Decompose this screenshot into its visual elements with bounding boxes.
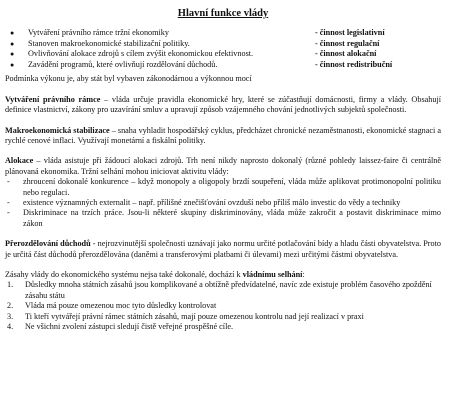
function-text: Zavádění programů, které ovlivňují rozdělování důchodů. bbox=[28, 59, 218, 69]
section-text: Zásahy vlády do ekonomického systému nejsa také dokonalé, dochází k bbox=[5, 270, 243, 280]
list-item bbox=[5, 49, 441, 60]
list-item bbox=[5, 39, 441, 50]
function-text: Ovlivňování alokace zdrojů s cílem zvýšit ekonomickou efektivnost. bbox=[28, 49, 254, 59]
list-item bbox=[5, 28, 441, 39]
section-text: : bbox=[302, 270, 305, 280]
failure-list bbox=[5, 280, 441, 332]
list-item-text: existence významných externalit – např. přílišné znečišťování ovzduší nebo příliš málo investic do vědy a techniky bbox=[23, 198, 401, 208]
list-item bbox=[5, 312, 441, 322]
function-tag: - činnost alokační bbox=[315, 49, 377, 59]
section-heading: Vytváření právního rámce bbox=[5, 94, 101, 104]
allocation-list bbox=[5, 177, 441, 229]
list-item bbox=[5, 301, 441, 311]
list-item bbox=[5, 322, 441, 332]
list-number: 3. bbox=[7, 311, 14, 321]
bullet-icon: ● bbox=[10, 60, 15, 69]
page-title: Hlavní funkce vlády bbox=[177, 8, 269, 19]
section-heading: Alokace bbox=[5, 156, 34, 166]
section-heading: Makroekonomická stabilizace bbox=[5, 125, 110, 135]
list-number: 1. bbox=[7, 280, 14, 290]
section-stabilization bbox=[5, 126, 441, 147]
intro-paragraph: Podmínka výkonu je, aby stát byl vybaven zákonodárnou a výkonnou mocí bbox=[5, 74, 252, 84]
list-item-text: Ti kteří vytvářejí právní rámec státních zásahů, mají pouze omezenou kontrolu nad její realizací v praxi bbox=[25, 311, 364, 321]
dash-icon: - bbox=[7, 198, 10, 208]
list-item bbox=[5, 198, 441, 208]
bullet-icon: ● bbox=[10, 39, 15, 48]
dash-icon: - bbox=[7, 177, 10, 187]
list-item-text: zhroucení dokonalé konkurence – když monopoly a oligopoly brzdí soupeření, vláda může aplikovat protimonopolní politiku nebo regulaci. bbox=[23, 177, 441, 197]
list-number: 4. bbox=[7, 322, 14, 332]
section-legal-framework bbox=[5, 95, 441, 116]
section-government-failure bbox=[5, 270, 441, 280]
section-heading: vládnímu selhání bbox=[242, 270, 303, 280]
section-allocation bbox=[5, 156, 441, 177]
function-tag: - činnost regulační bbox=[315, 38, 380, 48]
section-text: – vláda určuje pravidla ekonomické hry, které se zúčastňují domácnosti, firmy a vlády. Obsahují definice vlastnictví, zákony pro uzavírání smluv a upravují způsob vzájemného chování jednotlivých subjektů společnosti. bbox=[5, 94, 441, 115]
function-tag: - činnost redistribuční bbox=[315, 59, 393, 69]
functions-list bbox=[5, 28, 441, 70]
section-text: – vláda asistuje při žádoucí alokaci zdrojů. Trh není nikdy naprosto dokonalý (různé pohledy laissez-faire či centrálně plánovaná ekonomika. Tržní selhání mohou iniciovat aktivitu vlády: bbox=[5, 156, 441, 176]
section-text: - nejrozvinutější společnosti uznávají jako normu určité potlačování bídy a hladu části obyvatelstva. Proto je určitá část důchodů přerozdělována (daněmi a transferovými platbami či úlevami) mezi určitými částmi obyvatelstva. bbox=[5, 239, 441, 259]
section-text: – snaha vyhladit hospodářský cyklus, předcházet chronické nezaměstnanosti, ekonomické stagnaci a rychlé cenové inflaci. Využívají monetární a fiskální politiky. bbox=[5, 125, 442, 145]
bullet-icon: ● bbox=[10, 50, 15, 59]
list-item-text: Důsledky mnoha státních zásahů jsou komplikované a obtížně předvídatelné, navíc zde existuje problém časového zpoždění zásahu státu bbox=[25, 280, 432, 300]
list-item bbox=[5, 208, 441, 229]
section-redistribution bbox=[5, 239, 441, 260]
dash-icon: - bbox=[7, 208, 10, 218]
list-item-text: Ne všichni zvolení zástupci sledují čistě veřejné prospěšné cíle. bbox=[25, 322, 234, 332]
function-tag: - činnost legislativní bbox=[315, 28, 385, 37]
list-number: 2. bbox=[7, 301, 14, 311]
list-item bbox=[5, 60, 441, 71]
list-item-text: Vláda má pouze omezenou moc tyto důsledky kontrolovat bbox=[25, 301, 217, 311]
list-item bbox=[5, 280, 441, 301]
list-item bbox=[5, 177, 441, 198]
section-heading: Přerozdělování důchodů bbox=[5, 239, 91, 249]
list-item-text: Diskriminace na trzích práce. Jsou-li některé skupiny diskriminovány, vláda může zakročit a postavit diskriminace mimo zákon bbox=[23, 208, 441, 228]
function-text: Vytváření právního rámce tržní ekonomiky bbox=[28, 28, 169, 37]
bullet-icon: ● bbox=[10, 29, 15, 37]
function-text: Stanoven makroekonomické stabilizační politiky. bbox=[28, 38, 190, 48]
